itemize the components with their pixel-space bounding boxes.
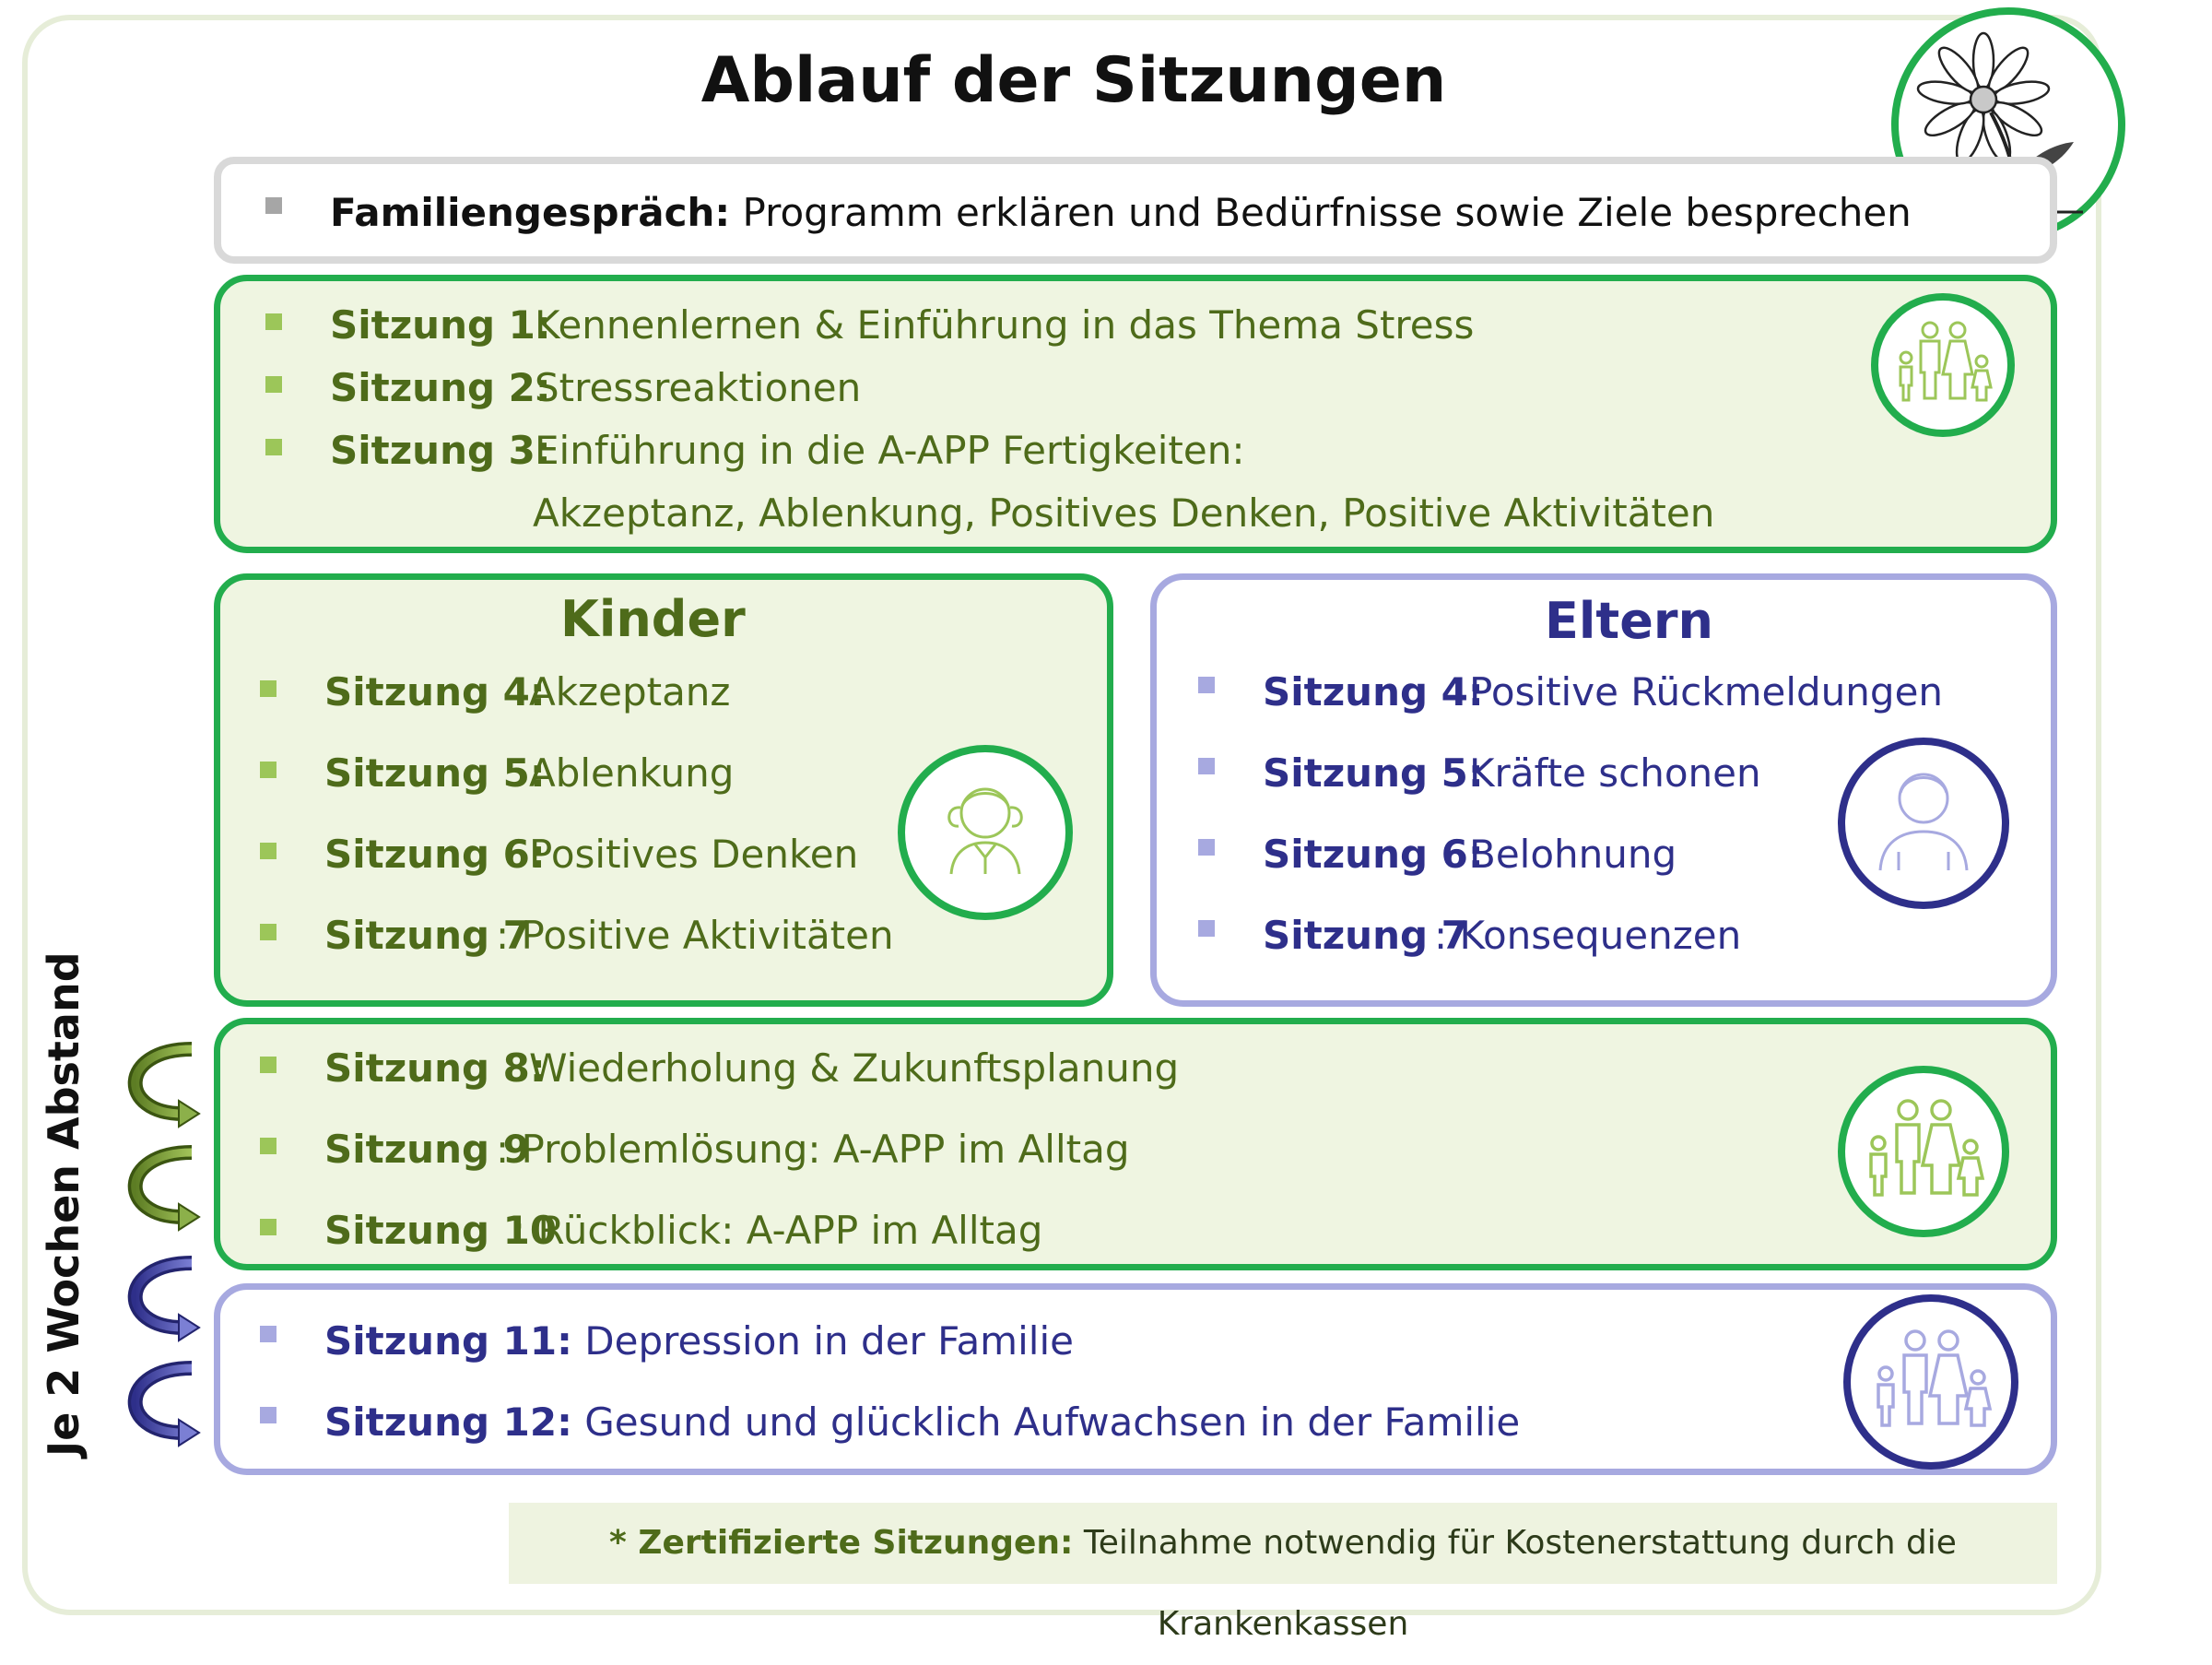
session-text: : Konsequenzen <box>1434 913 1742 958</box>
family-icon-circle <box>1871 293 2015 437</box>
family-talk-line <box>330 190 1912 236</box>
family-icon <box>1845 1073 2002 1230</box>
session-text: Stressreaktionen <box>535 365 862 410</box>
family-talk-text: Programm erklären und Bedürfnisse sowie Ziele besprechen <box>742 190 1912 235</box>
session-text: Kennenlernen & Einführung in das Thema Stress <box>535 302 1475 348</box>
session-label: Sitzung 12: <box>324 1399 572 1445</box>
family-icon <box>1851 1302 2011 1462</box>
family-icon-circle <box>1838 1066 2009 1237</box>
session-text: Gesund und glücklich Aufwachsen in der Familie <box>584 1399 1521 1445</box>
certification-note <box>509 1503 2057 1643</box>
session-label: Sitzung 5: <box>1263 750 1484 796</box>
family-icon-circle <box>1843 1294 2018 1470</box>
note-text: Teilnahme notwendig für Kostenerstattung durch die Krankenkassen <box>1083 1524 1957 1643</box>
curved-arrow-icon <box>135 1263 199 1340</box>
bullet <box>1198 758 1215 774</box>
child-icon-circle <box>898 745 1073 920</box>
bullet <box>260 680 276 697</box>
session-text: Ablenkung <box>529 750 735 796</box>
note-label: * Zertifizierte Sitzungen: <box>609 1524 1074 1562</box>
bullet <box>260 1326 276 1342</box>
bullet <box>265 439 282 455</box>
session-line <box>324 1399 1520 1446</box>
bullet <box>260 1407 276 1423</box>
interval-label: Je 2 Wochen Abstand <box>39 951 88 1457</box>
bullet <box>265 313 282 330</box>
session-text: Positive Rückmeldungen <box>1469 669 1944 714</box>
bullet <box>1198 677 1215 693</box>
session-text-continuation: Akzeptanz, Ablenkung, Positives Denken, Positive Aktivitäten <box>533 490 1715 536</box>
bullet <box>260 1057 276 1073</box>
bullet <box>265 376 282 393</box>
final-sessions-box <box>214 1283 2057 1475</box>
family-icon <box>1878 301 2007 430</box>
parent-icon-circle <box>1838 738 2009 909</box>
session-label: Sitzung 6: <box>1263 832 1484 877</box>
session-text: Positives Denken <box>529 832 859 877</box>
session-text: Belohnung <box>1469 832 1677 877</box>
session-label: Sitzung 4: <box>1263 669 1484 714</box>
session-label: Sitzung 8: <box>324 1045 546 1091</box>
session-text: Wiederholung & Zukunftsplanung <box>529 1045 1180 1091</box>
bullet <box>260 1219 276 1235</box>
kinder-heading: Kinder <box>560 590 746 648</box>
session-text: Einführung in die A-APP Fertigkeiten: <box>535 428 1245 473</box>
family-talk-label: Familiengespräch: <box>330 190 731 235</box>
session-text: Akzeptanz <box>529 669 731 714</box>
eltern-heading: Eltern <box>1545 592 1713 650</box>
curved-arrow-icon <box>135 1368 199 1446</box>
session-label: Sitzung 10 <box>324 1208 558 1253</box>
session-label: Sitzung 2: <box>330 365 551 410</box>
session-text: : Problemlösung: A-APP im Alltag <box>496 1127 1130 1172</box>
session-label: Sitzung 1: <box>330 302 551 348</box>
bullet <box>1198 839 1215 856</box>
session-line <box>324 1318 1074 1364</box>
session-text: Kräfte schonen <box>1469 750 1761 796</box>
bullet <box>1198 920 1215 937</box>
session-text: : Positive Aktivitäten <box>496 913 894 958</box>
session-label: Sitzung 7 <box>324 913 530 958</box>
curved-arrow-icon <box>135 1152 199 1230</box>
session-label: Sitzung 6: <box>324 832 546 877</box>
session-label: Sitzung 7 <box>1263 913 1468 958</box>
curved-arrow-icon <box>135 1049 199 1127</box>
bullet <box>265 197 282 214</box>
child-icon <box>905 752 1065 913</box>
page-title: Ablauf der Sitzungen <box>700 44 1447 117</box>
parent-icon <box>1845 745 2002 902</box>
session-text: Depression in der Familie <box>584 1318 1074 1364</box>
session-label: Sitzung 3: <box>330 428 551 473</box>
session-label: Sitzung 11: <box>324 1318 572 1364</box>
session-label: Sitzung 5: <box>324 750 546 796</box>
bullet <box>260 1138 276 1154</box>
curved-arrows <box>100 1031 210 1455</box>
session-label: Sitzung 4: <box>324 669 546 714</box>
session-text: : Rückblick: A-APP im Alltag <box>512 1208 1043 1253</box>
bullet <box>260 762 276 778</box>
session-label: Sitzung 9 <box>324 1127 530 1172</box>
bullet <box>260 843 276 859</box>
bullet <box>260 924 276 940</box>
